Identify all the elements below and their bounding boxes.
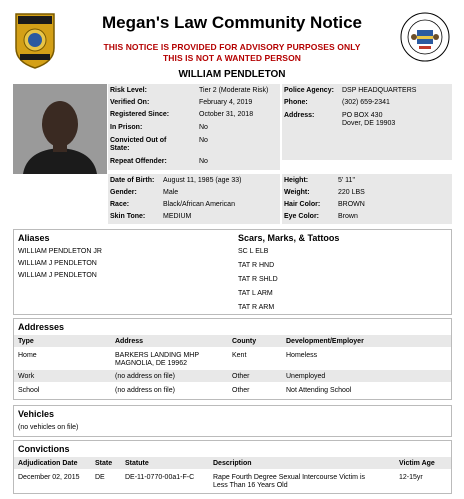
race-value: Black/African American xyxy=(163,201,235,208)
repeat-offender-value: No xyxy=(199,158,208,165)
hair-color-value: BROWN xyxy=(338,201,365,208)
not-wanted-warning: THIS IS NOT A WANTED PERSON xyxy=(162,53,302,63)
conviction-date: December 02, 2015 xyxy=(18,474,80,481)
address-type: School xyxy=(18,387,40,394)
scar-item: TAT R SHLD xyxy=(238,276,278,283)
convicted-label-line1: Convicted Out of xyxy=(110,137,167,144)
risk-level-value: Tier 2 (Moderate Risk) xyxy=(199,87,269,94)
addresses-title: Addresses xyxy=(18,322,65,332)
phone-label: Phone: xyxy=(284,99,308,106)
scar-item: SC L ELB xyxy=(238,248,269,255)
address-type: Home xyxy=(18,352,37,359)
page-title: Megan's Law Community Notice xyxy=(101,13,363,32)
in-prison-label: In Prison: xyxy=(110,124,143,131)
verified-label: Verified On: xyxy=(110,99,150,106)
convictions-col-description: Description xyxy=(213,460,252,467)
agency-address-line2: Dover, DE 19903 xyxy=(342,120,396,127)
aliases-title: Aliases xyxy=(18,233,50,243)
verified-value: February 4, 2019 xyxy=(199,99,253,106)
address-type: Work xyxy=(18,373,35,380)
address-line: (no address on file) xyxy=(115,373,175,380)
addresses-col-type: Type xyxy=(18,338,34,345)
alias-item: WILLIAM PENDLETON JR xyxy=(18,248,102,255)
scar-item: TAT R ARM xyxy=(238,304,275,311)
convicted-value: No xyxy=(199,137,208,144)
gender-value: Male xyxy=(163,189,179,196)
agency-address-label: Address: xyxy=(284,112,315,119)
police-agency-value: DSP HEADQUARTERS xyxy=(342,87,417,94)
addresses-col-employer: Development/Employer xyxy=(286,338,364,345)
agency-address-line1: PO BOX 430 xyxy=(342,112,383,119)
dob-value: August 11, 1985 (age 33) xyxy=(163,177,242,184)
hair-color-label: Hair Color: xyxy=(284,201,321,208)
repeat-offender-label: Repeat Offender: xyxy=(110,158,167,165)
alias-item: WILLIAM J PENDLETON xyxy=(18,272,97,279)
skin-tone-label: Skin Tone: xyxy=(110,213,146,220)
gender-label: Gender: xyxy=(110,189,137,196)
offender-photo xyxy=(13,84,107,174)
phone-value: (302) 659-2341 xyxy=(342,99,390,106)
alias-item: WILLIAM J PENDLETON xyxy=(18,260,97,267)
address-county: Other xyxy=(232,387,250,394)
conviction-description-line1: Rape Fourth Degree Sexual Intercourse Victim is xyxy=(213,474,365,481)
scar-item: TAT L ARM xyxy=(238,290,273,297)
registered-label: Registered Since: xyxy=(110,111,170,118)
convictions-title: Convictions xyxy=(18,444,70,454)
address-employer: Homeless xyxy=(286,352,318,359)
conviction-statute: DE-11-0770-00a1-F-C xyxy=(125,474,195,481)
address-employer: Unemployed xyxy=(286,373,326,380)
addresses-col-county: County xyxy=(232,338,257,345)
convicted-label-line2: State: xyxy=(110,145,130,152)
convictions-col-state: State xyxy=(95,460,113,467)
conviction-description-line2: Less Than 16 Years Old xyxy=(213,482,288,489)
convictions-col-victim-age: Victim Age xyxy=(399,460,435,467)
offender-name: WILLIAM PENDLETON xyxy=(178,69,286,80)
vehicles-title: Vehicles xyxy=(18,409,55,419)
skin-tone-value: MEDIUM xyxy=(163,213,192,220)
registered-value: October 31, 2018 xyxy=(199,111,254,118)
address-line: BARKERS LANDING MHP xyxy=(115,352,200,359)
address-line: MAGNOLIA, DE 19962 xyxy=(115,360,187,367)
conviction-victim-age: 12-15yr xyxy=(399,474,423,481)
addresses-col-address: Address xyxy=(115,338,144,345)
height-value: 5' 11" xyxy=(338,177,355,184)
eye-color-label: Eye Color: xyxy=(284,213,320,220)
police-agency-label: Police Agency: xyxy=(284,87,334,94)
conviction-state: DE xyxy=(95,474,105,481)
advisory-warning: THIS NOTICE IS PROVIDED FOR ADVISORY PURPOSES ONLY xyxy=(103,42,361,52)
vehicles-text: (no vehicles on file) xyxy=(18,424,79,431)
vehicles-section xyxy=(13,405,452,437)
address-employer: Not Attending School xyxy=(286,387,352,394)
eye-color-value: Brown xyxy=(338,213,358,220)
address-county: Other xyxy=(232,373,250,380)
convictions-col-statute: Statute xyxy=(125,460,149,467)
scar-item: TAT R HND xyxy=(238,262,275,269)
scars-title: Scars, Marks, & Tattoos xyxy=(238,233,340,243)
risk-level-label: Risk Level: xyxy=(110,87,147,94)
weight-label: Weight: xyxy=(284,189,310,196)
weight-value: 220 LBS xyxy=(338,189,365,196)
address-county: Kent xyxy=(232,352,247,359)
convictions-col-date: Adjudication Date xyxy=(18,460,78,467)
race-label: Race: xyxy=(110,201,130,208)
dob-label: Date of Birth: xyxy=(110,177,155,184)
height-label: Height: xyxy=(284,177,309,184)
address-line: (no address on file) xyxy=(115,387,175,394)
in-prison-value: No xyxy=(199,124,208,131)
